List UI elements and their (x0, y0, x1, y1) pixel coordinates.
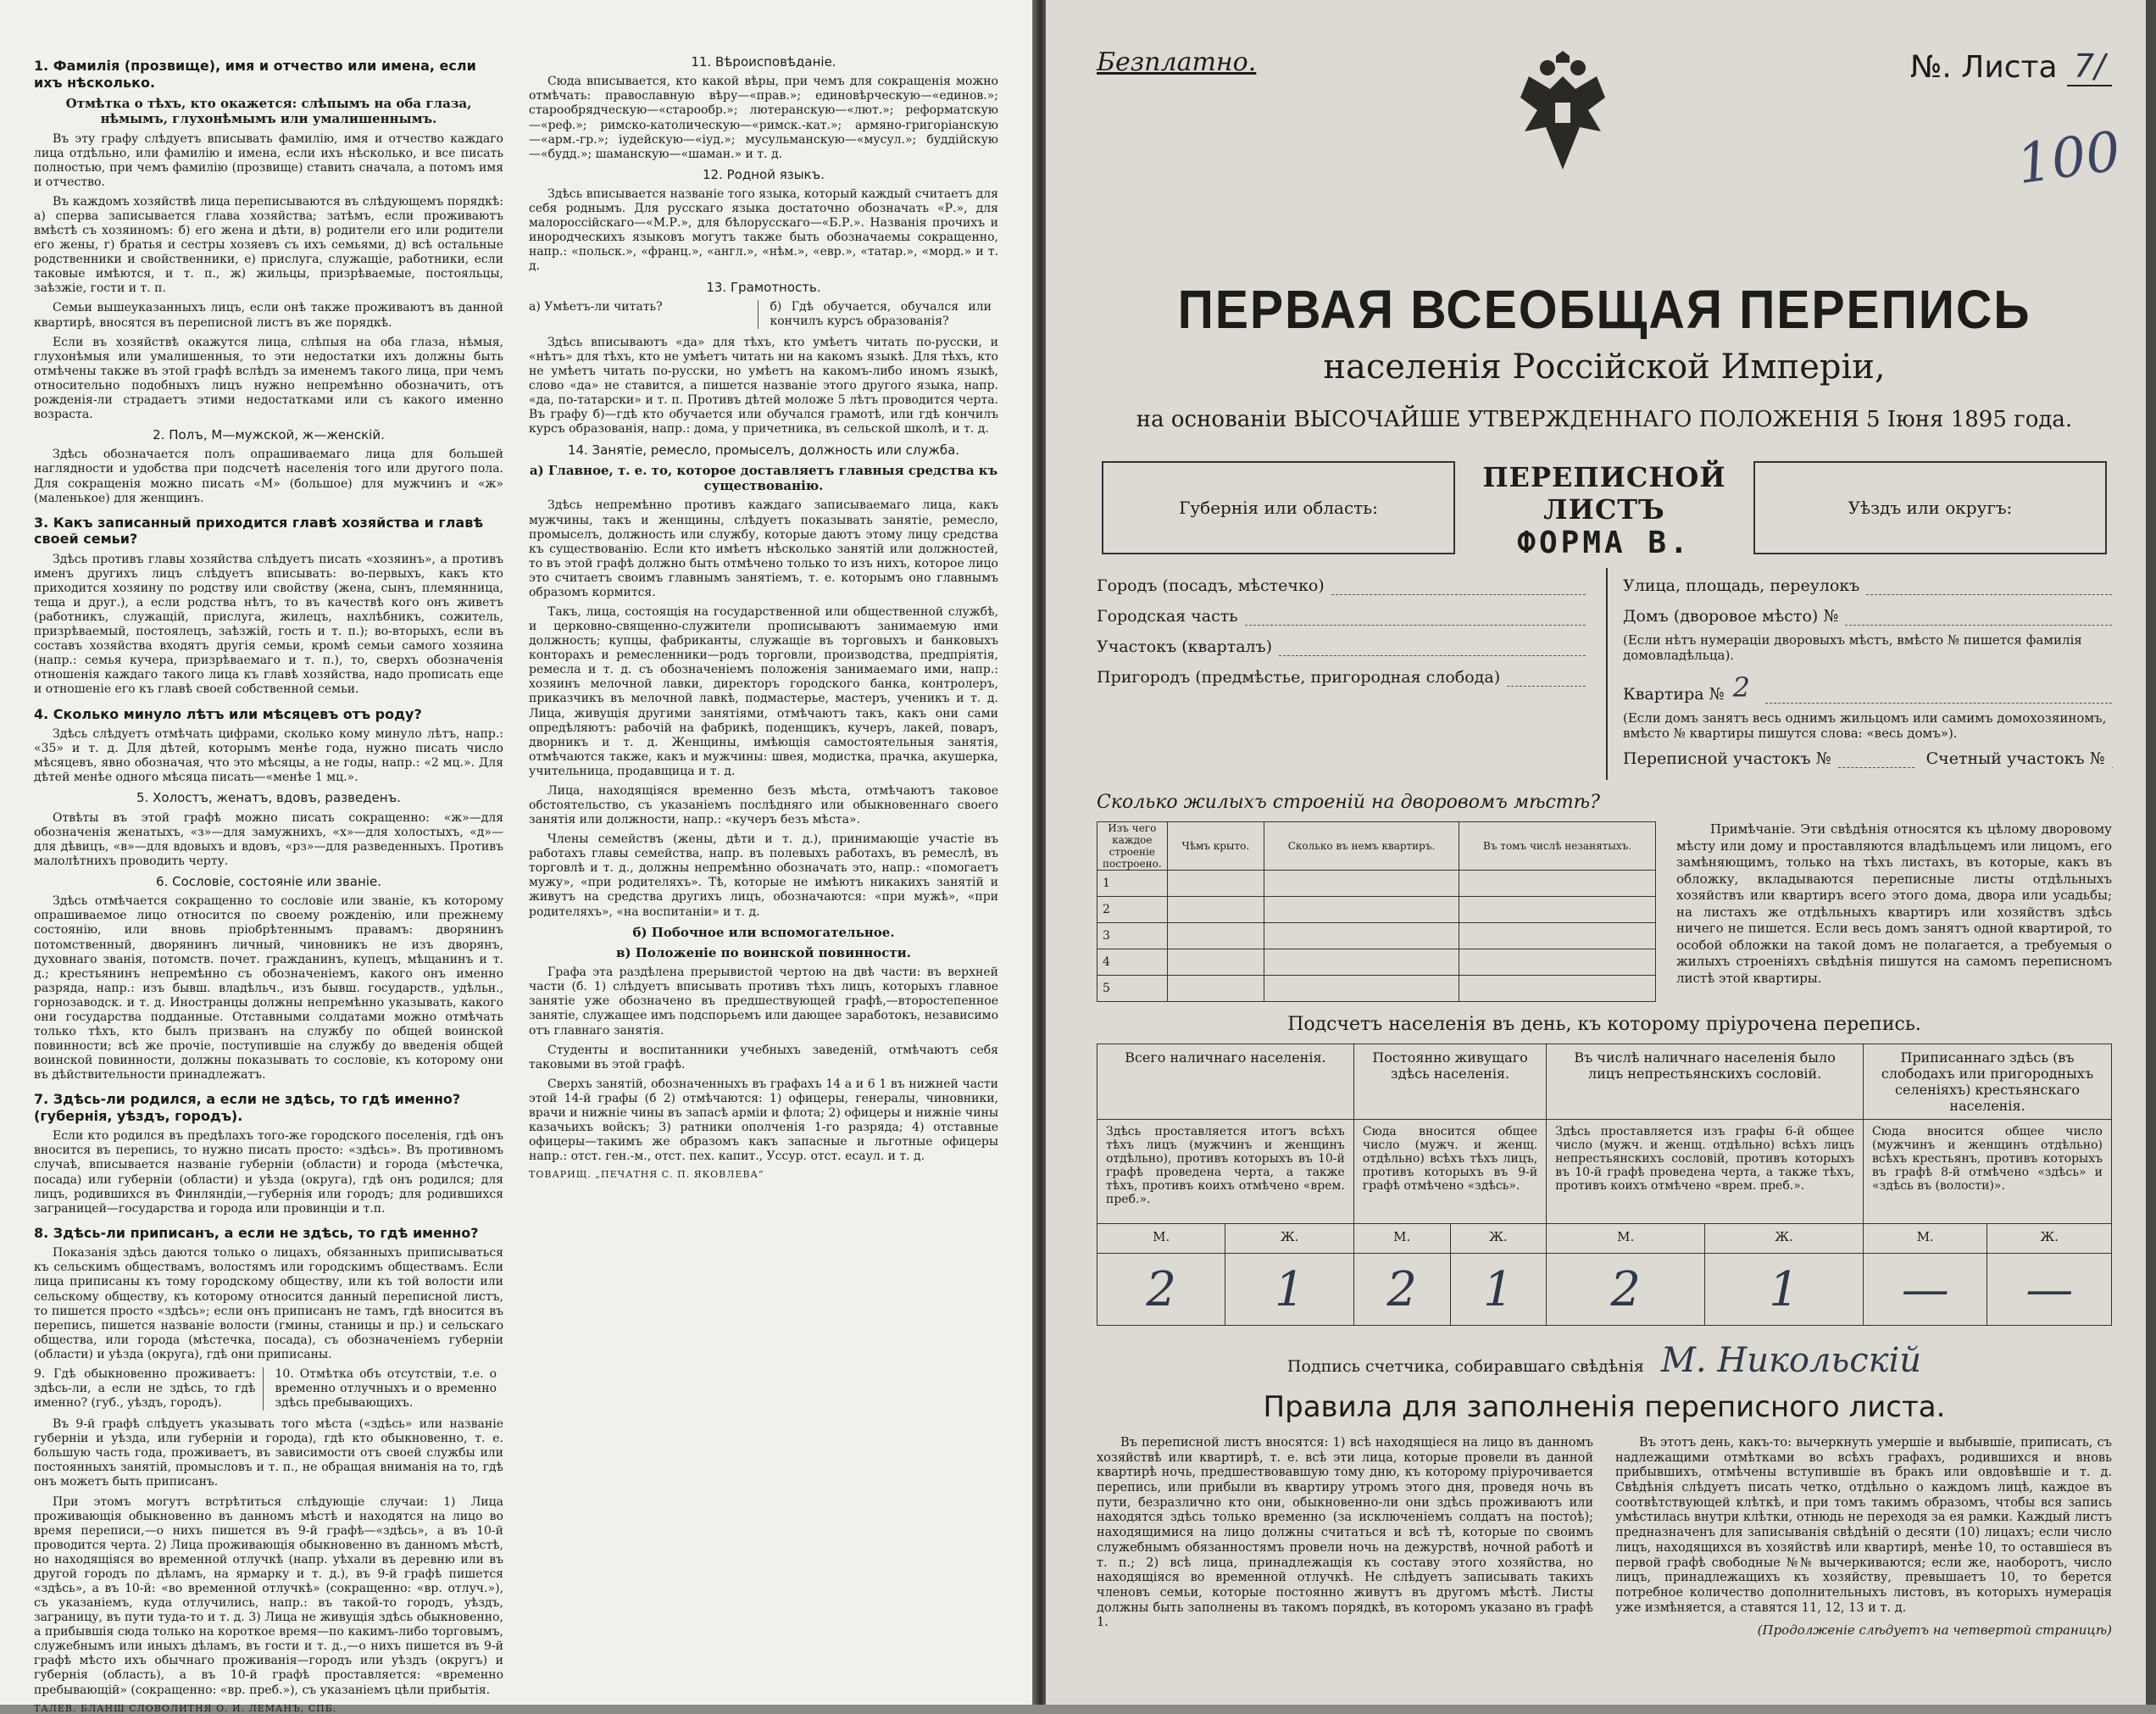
uezd-field: Уѣздъ или округъ: (1753, 461, 2107, 554)
prigorod-label: Пригородъ (предмѣстье, пригородная слобода) (1097, 668, 1501, 687)
city-line (1097, 576, 1586, 595)
prigorod-line (1097, 668, 1586, 687)
house-note: (Если нѣтъ нумераціи дворовыхъ мѣстъ, вмѣсто № пишется фамилія домовладѣльца). (1623, 632, 2082, 663)
section-3-title: 3. Какъ записанный приходится главѣ хозяйства и главѣ своей семьи? (34, 514, 484, 548)
paragraph: Здѣсь слѣдуетъ отмѣчать цифрами, сколько кому минуло лѣтъ, напр.: «35» и т. д. Для дѣтей, которымъ менѣе года, нужно писать число мѣсяцевъ, явно обозначая, что это мѣсяцы, а не годы, напр.: «2 мц.». Для дѣтей менѣе одного мѣсяца писать—«менѣе 1 мц.». (34, 727, 503, 785)
population-count-table (1097, 1043, 2112, 1326)
paragraph: Студенты и воспитанники учебныхъ заведеній, отмѣчаютъ себя таковыми въ этой графѣ. (529, 1043, 998, 1071)
flat-line (1623, 671, 2112, 704)
uchastok-label: Участокъ (кварталъ) (1097, 637, 1273, 656)
section-8-title: 8. Здѣсь-ли приписанъ, а если не здѣсь, то гдѣ именно? (34, 1224, 479, 1241)
uchastki-line (1623, 749, 2112, 768)
form-title: ПЕРЕПИСНОЙ ЛИСТЪ (1482, 461, 1726, 526)
note-text: Эти свѣдѣнія относятся къ цѣлому дворовому мѣсту или дому и проставляются владѣльцемъ или лицомъ, его замѣняющимъ, только на тѣхъ листахъ, въ которые, какъ въ обложку, вкладываются переписные листы отдѣльныхъ хозяйствъ или квартиръ всего этого дома, двора или усадьбы; на листахъ же отдѣльныхъ квартиръ или хозяйствъ здѣсь ничего не пишется. Если весь домъ занятъ одной квартирой, то особой обложки на такой домъ не полагается, а требуемыя о жилыхъ строеніяхъ свѣдѣнія пишутся на самомъ переписномъ листѣ этой квартиры. (1676, 821, 2112, 986)
count-value: — (1864, 1254, 1987, 1326)
table-row (1097, 923, 1656, 949)
double-headed-eagle-emblem-icon (1503, 51, 1622, 178)
form-header-row (1097, 461, 2112, 560)
section-13a: а) Умѣетъ-ли читать? (529, 300, 758, 329)
row-number: 1 (1097, 871, 1168, 897)
table-row (1097, 1224, 2112, 1254)
column-description: Здѣсь проставляется итогъ всѣхъ тѣхъ лицъ (мужчинъ и женщинъ отдѣльно), противъ которыхъ въ 10-й графѣ проведена черта, а также тѣхъ, противъ коихъ отмѣчено «врем. преб.». (1097, 1120, 1354, 1224)
handwritten-margin-note: 100 (2013, 120, 2125, 198)
sex-label: Ж. (1987, 1224, 2112, 1254)
section-14c: в) Положеніе по воинской повинности. (616, 944, 911, 960)
paragraph: Лица, находящіяся временно безъ мѣста, отмѣчаютъ таковое обстоятельство, съ указаніемъ послѣдняго или обыкновеннаго своего занятія или должности, напр.: «кучеръ безъ мѣста». (529, 783, 998, 827)
column-header: Въ томъ числѣ незанятыхъ. (1459, 822, 1656, 871)
sheet-number (1910, 47, 2112, 85)
row-number: 4 (1097, 949, 1168, 976)
section-6-title: 6. Сословіе, состояніе или званіе. (156, 873, 381, 889)
count-value: 1 (1705, 1254, 1864, 1326)
paragraph: Отвѣты въ этой графѣ можно писать сокращенно: «ж»—для обозначенія женатыхъ, «з»—для замужнихъ, «х»—для холостыхъ, «д»—для дѣвицъ, «в»—для вдовыхъ и вдовъ, «рз»—для разведенныхъ. Противъ малолѣтнихъ проводить черту. (34, 810, 503, 868)
note-label: Примѣчаніе. (1710, 821, 1796, 837)
table-row (1097, 1254, 2112, 1326)
paragraph: Здѣсь противъ главы хозяйства слѣдуетъ писать «хозяинъ», а противъ именъ другихъ лицъ слѣдуетъ вписывать: во-первыхъ, какъ кто приходится хозяину по родству или свойству (жена, сынъ, племянница, теща и друг.), а если родства нѣтъ, то въ качествѣ кого онъ живетъ (работникъ, служащій, прислуга, жилецъ, нахлѣбникъ, сожитель, призрѣваемый, постоялецъ, заѣзжій, гость и т. п.); во-вторыхъ, если въ составъ хозяйства входятъ другія семьи, кромѣ семьи самого хозяина (напр.: семья кучера, призрѣваемаго и т. п.), то, сверхъ обозначенія отношенія каждаго такого лица къ главѣ хозяйства, надо прописать еще и отношеніе его къ главѣ своей собственной семьи. (34, 552, 503, 697)
form-name (1460, 461, 1748, 560)
section-1-title: 1. Фамилія (прозвище), имя и отчество или имена, если ихъ нѣсколько. (34, 58, 476, 91)
city-part-line (1097, 607, 1586, 626)
section-1-subtitle: Отмѣтка о тѣхъ, кто окажется: слѣпымъ на оба глаза, нѣмымъ, глухонѣмымъ или умалишеннымъ. (65, 96, 472, 127)
page-fold (1032, 0, 1046, 1705)
row-number: 3 (1097, 923, 1168, 949)
sex-label: Ж. (1225, 1224, 1353, 1254)
yard-section (1097, 821, 2112, 1002)
row-number: 5 (1097, 976, 1168, 1002)
column-header: Сколько въ немъ квартиръ. (1264, 822, 1459, 871)
buildings-table (1097, 821, 1656, 1002)
signature-label: Подпись счетчика, собиравшаго свѣдѣнія (1286, 1357, 1644, 1376)
column-header: Чѣмъ крыто. (1167, 822, 1264, 871)
rules-title: Правила для заполненія переписного листа. (1263, 1390, 1946, 1424)
street-line (1623, 576, 2112, 595)
section-14b: б) Побочное или вспомогательное. (632, 924, 895, 940)
paragraph: Сверхъ занятій, обозначенныхъ въ графахъ 14 а и 6 1 въ нижней части этой 14-й графы (б 2) отмѣчаются: 1) офицеры, генералы, чиновники, врачи и нижніе чины въ запасѣ арміи и флота; 2) офицеры и нижніе чины казачьихъ войскъ; 3) ратники ополченія 1-го разряда; 4) отставные офицеры—такимъ же образомъ какъ запасные и льготные офицеры напр.: отст. ген.-м., отст. пех. капит., Уссур. отст. есаул. и т. д. (529, 1077, 998, 1164)
section-5-title: 5. Холостъ, женатъ, вдовъ, разведенъ. (136, 790, 401, 806)
city-part-label: Городская часть (1097, 607, 1238, 626)
column-header: Всего наличнаго населенія. (1097, 1044, 1354, 1120)
street-label: Улица, площадь, переулокъ (1623, 576, 1860, 595)
paragraph: Въ эту графу слѣдуетъ вписывать фамилію, имя и отчество каждаго лица отдѣльно, или фамилію и имена, если ихъ нѣсколько, и все писать полностью, при чемъ фамилію (прозвище) ставить сначала, а потомъ имя и отчество. (34, 131, 503, 189)
count-value: 2 (1353, 1254, 1450, 1326)
population-count-title: Подсчетъ населенія въ день, къ которому пріурочена перепись. (1287, 1014, 1921, 1035)
paragraph: Здѣсь вписываютъ «да» для тѣхъ, кто умѣетъ читать по-русски, и «нѣтъ» для тѣхъ, кто не умѣетъ читать ни на какомъ языкѣ. Для тѣхъ, кто не умѣетъ читать по-русски, но умѣетъ на какомъ-либо иномъ языкѣ, слово «да» не ставится, а пишется названіе этого другого языка, напр. «да, по-татарски» и т. п. Противъ дѣтей моложе 5 лѣтъ проводится черта. Въ графу б)—гдѣ кто обучается или обучался грамотѣ, или гдѣ кончилъ курсъ образованія, напр.: дома, у причетника, въ сельской школѣ, и т. д. (529, 335, 998, 437)
paragraph: Показанія здѣсь даются только о лицахъ, обязанныхъ приписываться къ сельскимъ обществамъ, волостямъ или городскимъ обществамъ. Если лица приписаны къ тому городскому обществу, или къ той волости или сельскому обществу, къ которому относится данный переписной листъ, то пишется просто «здѣсь»; если онъ приписанъ не тамъ, гдѣ вносится въ перепись, пишется названіе волости (гмины, станицы и пр.) и сельскаго общества, или города (мѣстечка, посада), съ обозначеніемъ губерніи (области) и уѣзда (округа), гдѣ они приписаны. (34, 1246, 503, 1361)
section-2-title: 2. Полъ, М—мужской, ж—женскій. (153, 427, 385, 443)
table-header-row (1097, 1044, 2112, 1120)
paragraph: Здѣсь отмѣчается сокращенно то сословіе или званіе, къ которому опрашиваемое лицо относится по своему рожденію, или прежнему состоянію, или вновь пріобрѣтеннымъ правамъ: дворянинъ потомственный, дворянинъ личный, чиновникъ не изъ дворянъ, духовнаго званія, потомств. почет. гражданинъ, купецъ, мѣщанинъ и т. д.; крестьянинъ непремѣнно съ обозначеніемъ, какого онъ именно разряда, напр.: изъ бывш. владѣльч., изъ бывш. государств., удѣльн., горнозаводск. и т. д. Иностранцы должны непремѣнно указывать, какого они государства подданные. Отставными солдатами можно отмѣчать только тѣхъ, кто былъ призванъ на службу по общей воинской повинности; всѣ же прочіе, поступившіе на службу до введенія общей воинской повинности, должны показывать то сословіе, къ которому они въ дѣйствительности принадлежатъ. (34, 894, 503, 1082)
sex-label: Ж. (1450, 1224, 1547, 1254)
table-row (1097, 976, 1656, 1002)
census-title: ПЕРВАЯ ВСЕОБЩАЯ ПЕРЕПИСЬ (1177, 279, 2031, 340)
sex-label: М. (1547, 1224, 1705, 1254)
count-uchastok-label: Счетный участокъ № (1925, 749, 2105, 768)
paragraph: Въ каждомъ хозяйствѣ лица переписываются въ слѣдующемъ порядкѣ: а) сперва записывается глава хозяйства; затѣмъ, если проживаютъ вмѣстѣ съ хозяиномъ: б) его жена и дѣти, в) родители его или родители его жены, г) братья и сестры хозяевъ съ ихъ семьями, д) всѣ остальные родственники и свойственники, е) прислуга, служащіе, работники, если таковые имѣются, и т. п., ж) жильцы, призрѣваемые, постояльцы, заѣзжіе, гости и т. п. (34, 194, 503, 296)
instructions-column-2 (529, 49, 998, 1679)
legal-basis: на основаніи ВЫСОЧАЙШЕ УТВЕРЖДЕННАГО ПОЛОЖЕНІЯ 5 Іюня 1895 года. (1136, 407, 2073, 432)
column-header: Въ числѣ наличнаго населенія было лицъ непрестьянскихъ сословій. (1547, 1044, 1864, 1120)
column-description: Здѣсь проставляется изъ графы 6-й общее число (мужч. и женщ. отдѣльно) всѣхъ лицъ непрестьянскихъ сословій, противъ которыхъ въ 10-й графѣ проведена черта, а также тѣхъ, противъ коихъ отмѣчено «врем. преб.». (1547, 1120, 1864, 1224)
section-7-title: 7. Здѣсь-ли родился, а если не здѣсь, то гдѣ именно? (губернія, уѣздъ, городъ). (34, 1091, 461, 1124)
enumerator-signature (1097, 1341, 2112, 1380)
form-letter: ФОРМА В. (1517, 526, 1692, 560)
city-label: Городъ (посадъ, мѣстечко) (1097, 576, 1325, 595)
printer-imprint: ТОВАРИЩ. „ПЕЧАТНЯ С. П. ЯКОВЛЕВА“ (529, 1169, 764, 1181)
yard-note (1676, 821, 2112, 1002)
rules-right-text: Въ этотъ день, какъ-то: вычеркнуть умершіе и выбывшіе, приписать, съ надлежащими отмѣтками во всѣхъ графахъ, родившихся и вновь прибывшихъ, отмѣчены вступившіе въ бракъ или овдовѣвшіе и т. д. Свѣдѣнія слѣдуетъ писать четко, отдѣльно о каждомъ лицѣ, каждое въ соотвѣтствующей клѣткѣ, и при томъ такимъ образомъ, чтобы вся запись умѣстилась внутри клѣтки, отнюдь не переходя за ея рамки. Каждый листъ предназначенъ для записыванія свѣдѣній о десяти (10) лицахъ; если число лицъ, находящихся въ хозяйствѣ или квартирѣ, менѣе 10, то оставшіеся въ первой графѣ свободные №№ вычеркиваются; если же, наоборотъ, число лицъ, принадлежащихъ къ хозяйству, превышаетъ 10, то берется потребное количество дополнительныхъ листовъ, въ которыхъ нумерація уже измѣняется, а ставятся 11, 12, 13 и т. д. (1615, 1436, 2112, 1615)
flat-value: 2 (1732, 671, 1750, 704)
house-line (1623, 607, 2112, 626)
sections-9-10-header (34, 1367, 503, 1411)
continuation-note: (Продолженіе слѣдуетъ на четвертой страницѣ) (1757, 1622, 2112, 1639)
paragraph: При этомъ могутъ встрѣтиться слѣдующіе случаи: 1) Лица проживающія обыкновенно въ данномъ мѣстѣ и находятся на лицо во время переписи,—о нихъ пишется въ 9-й графѣ—«здѣсь», а въ 10-й проводится черта. 2) Лица проживающія обыкновенно въ данномъ мѣстѣ, но находящіяся во временной отлучкѣ (напр. уѣхали въ деревню или въ другой городъ по дѣламъ, на ярмарку и т. д.), въ 9-й графѣ пишется «здѣсь», а въ 10-й: «во временной отлучкѣ» (сокращенно: «вр. отлуч.»), съ указаніемъ, куда отлучились, напр.: въ такой-то городъ, уѣздъ, заграницу, въ пути туда-то и т. д. 3) Лица не живущія здѣсь обыкновенно, а прибывшія сюда только на короткое время—по какимъ-либо торговымъ, служебнымъ или иныхъ дѣламъ, въ гости и т. д.,—о нихъ пишется въ 9-й графѣ мѣсто ихъ обычнаго проживанія—городъ или уѣздъ (округъ) и губернія (область), а въ 10-й графѣ проставляется: «временно пребывающій» (сокращенно: «вр. преб.»), съ указаніемъ цѣли прибытія. (34, 1494, 503, 1697)
count-value: 2 (1547, 1254, 1705, 1326)
count-value: 1 (1450, 1254, 1547, 1326)
paragraph: Члены семействъ (жены, дѣти и т. д.), принимающіе участіе въ работахъ главы семейства, напр. въ полевыхъ работахъ, въ ремеслѣ, въ торговлѣ и т. д., должны непремѣнно обозначать это, напр.: «помогаетъ мужу», «при родителяхъ». Тѣ, которые не имѣютъ никакихъ занятій и живутъ на средства другихъ лицъ, обозначаются: «при мужѣ», «при родителяхъ», «на воспитаніи» и т. д. (529, 832, 998, 919)
section-9-title: 9. Гдѣ обыкновенно проживаетъ: здѣсь-ли, а если не здѣсь, то гдѣ именно? (губ., уѣздъ, городъ). (34, 1367, 264, 1411)
free-label: Безплатно. (1097, 47, 1257, 77)
sex-label: М. (1097, 1224, 1225, 1254)
address-block (1097, 568, 2112, 780)
printer-imprint: ТАЛЕВ. БЛАНШ СЛОВОЛИТНЯ О. И. ЛЕМАНЪ, СПБ. (34, 1702, 337, 1714)
column-header: Изъ чего каждое строеніе построено. (1097, 822, 1168, 871)
table-row (1097, 1120, 2112, 1224)
instructions-column-1 (34, 49, 503, 1714)
signature-value: М. Никольскій (1660, 1341, 1922, 1380)
table-row (1097, 949, 1656, 976)
paragraph: Такъ, лица, состоящія на государственной или общественной службѣ, и церковно-священно-служители прописываютъ занимаемую ими должность; купцы, фабриканты, служащіе въ торговыхъ и банковыхъ конторахъ и ремесленники—родъ торговли, производства, предпріятія, ремесла и т. д. съ обозначеніемъ положенія занимаемаго ими, напр.: хозяинъ мелочной лавки, директоръ городского банка, контролеръ, приказчикъ въ мелочной лавкѣ, подмастерье, мастеръ, ученикъ и т. д. Лица, живущія другими занятіями, отмѣчаютъ такъ, какъ они сами опредѣляютъ: рабочій на фабрикѣ, поденщикъ, кучеръ, лакей, поваръ, дворникъ и т. д. Женщины, имѣющія самостоятельныя занятія, отмѣчаются также, какъ и мужчины: швея, модистка, прачка, акушерка, учительница, продавщица и т. д. (529, 604, 998, 778)
section-12-title: 12. Родной языкъ. (703, 166, 825, 182)
book-edge (2146, 0, 2156, 1705)
paragraph: Если въ хозяйствѣ окажутся лица, слѣпыя на оба глаза, нѣмыя, глухонѣмыя или умалишенныя, то эти недостатки ихъ должны быть отмѣчены также въ этой графѣ вслѣдъ за именемъ такого лица, при чемъ относительно подобныхъ лицъ нужно непремѣнно обозначить, отъ рожденія-ли страдаетъ этими недостатками или съ какого именно возраста. (34, 335, 503, 422)
column-description: Сюда вносится общее число (мужчинъ и женщинъ отдѣльно) всѣхъ крестьянъ, противъ которыхъ въ графѣ 8-й отмѣчено «здѣсь» и «здѣсь въ (волости)». (1864, 1120, 2112, 1224)
right-page-census-form (1046, 0, 2146, 1705)
flat-note: (Если домъ занятъ весь однимъ жильцомъ или самимъ домохозяиномъ, вмѣсто № квартиры пишутся слова: «весь домъ»). (1623, 710, 2107, 741)
section-11-title: 11. Вѣроисповѣданіе. (691, 54, 836, 70)
rules-text (1097, 1436, 2112, 1639)
section-14-title: 14. Занятіе, ремесло, промыселъ, должность или служба. (567, 442, 960, 458)
guberniya-field: Губернія или область: (1102, 461, 1455, 554)
rules-left: Въ переписной листъ вносятся: 1) всѣ находящіеся на лицо въ данномъ хозяйствѣ или квартирѣ, т. е. всѣ эти лица, которые провели въ данной квартирѣ ночь, предшествовавшую тому дню, къ которому пріурочивается перепись, или прибыли въ квартиру утромъ этого дня, проведя ночь въ пути, безразлично кто они, обыкновенно-ли они здѣсь проживаютъ или находятся здѣсь только временно (за исключеніемъ солдатъ на постоѣ); находящимися на лицо должны считаться и всѣ тѣ, которые по своимъ служебнымъ обязанностямъ провели ночь на дежурствѣ, ночной работѣ и т. п.; 2) всѣ лица, принадлежащія къ составу этого хозяйства, но находящіяся во временной отлучкѣ. Не слѣдуетъ записывать такихъ членовъ семьи, которые постоянно живутъ въ другомъ мѣстѣ. Листы должны быть заполнены въ такомъ порядкѣ, въ которомъ указано въ графѣ 1. (1097, 1436, 1593, 1630)
sex-label: М. (1353, 1224, 1450, 1254)
sheet-number-label: №. Листа (1909, 50, 2058, 85)
row-number: 2 (1097, 897, 1168, 923)
section-14a: а) Главное, т. е. то, которое доставляетъ главныя средства къ существованію. (529, 462, 998, 494)
paragraph: Здѣсь непремѣнно противъ каждаго записываемаго лица, какъ мужчины, такъ и женщины, слѣдуетъ показывать занятіе, ремесло, промыселъ, должность или службу, которые даютъ этому лицу средства къ существованію. Если кто имѣетъ нѣсколько занятій или должностей, то въ этой графѣ должно быть отмѣчено только то изъ нихъ, которое лицо это считаетъ своимъ главнымъ занятіемъ, т. е. которымъ оно главнымъ образомъ кормится. (529, 498, 998, 599)
paragraph: Семьи вышеуказанныхъ лицъ, если онѣ также проживаютъ въ данной квартирѣ, вносятся въ переписной листъ въ же порядкѣ. (34, 301, 503, 330)
column-header: Постоянно живущаго здѣсь населенія. (1353, 1044, 1546, 1120)
house-label: Домъ (дворовое мѣсто) № (1623, 607, 1839, 626)
count-value: 1 (1225, 1254, 1353, 1326)
table-row (1097, 871, 1656, 897)
left-page-instructions (0, 0, 1032, 1714)
rules-right (1615, 1436, 2112, 1639)
sex-label: Ж. (1705, 1224, 1864, 1254)
sex-label: М. (1864, 1224, 1987, 1254)
address-left (1097, 568, 1586, 780)
yard-question: Сколько жилыхъ строеній на дворовомъ мѣстѣ? (1097, 792, 1600, 813)
section-4-title: 4. Сколько минуло лѣтъ или мѣсяцевъ отъ роду? (34, 705, 422, 722)
census-uchastok-label: Переписной участокъ № (1623, 749, 1831, 768)
section-13-title: 13. Грамотность. (706, 279, 821, 295)
table-row (1097, 897, 1656, 923)
census-subtitle: населенія Россійской Имперіи, (1323, 348, 1886, 387)
column-description: Сюда вносится общее число (мужч. и женщ. отдѣльно) всѣхъ тѣхъ лицъ, противъ которыхъ въ 9-й графѣ отмѣчено «здѣсь». (1353, 1120, 1546, 1224)
paragraph: Здѣсь вписывается названіе того языка, который каждый считаетъ для себя роднымъ. Для русскаго языка достаточно обозначать «Р.», для малороссійскаго—«М.Р.», для бѣлорусскаго—«Б.Р.». Названія прочихъ и инородческихъ языковъ могутъ также быть обозначаемы сокращенно, напр.: «польск.», «франц.», «англ.», «нѣм.», «евр.», «татар.», «морд.» и т. д. (529, 187, 998, 274)
address-right (1606, 568, 2112, 780)
section-13b: б) Гдѣ обучается, обучался или кончилъ курсъ образованія? (770, 299, 992, 328)
uchastok-line (1097, 637, 1586, 656)
flat-label: Квартира № (1623, 685, 1725, 704)
table-header-row (1097, 822, 1656, 871)
paragraph: Графа эта раздѣлена прерывистой чертою на двѣ части: въ верхней части (б. 1) слѣдуетъ вписывать противъ тѣхъ лицъ, которыхъ главное занятіе уже обозначено въ предшествующей графѣ,—второстепенное занятіе, служащее имъ подспорьемъ или дающее заработокъ, независимо отъ главнаго занятія. (529, 966, 998, 1038)
paragraph: Въ 9-й графѣ слѣдуетъ указывать того мѣста («здѣсь» или названіе губерніи и уѣзда, или губерніи и города), гдѣ кто обыкновенно, т. е. большую часть года, проживаетъ, въ зависимости отъ своей службы или постоянныхъ занятій, промысловъ и т. п., не обращая вниманія на то, гдѣ онъ можетъ быть приписанъ. (34, 1417, 503, 1489)
count-value: — (1987, 1254, 2112, 1326)
sheet-number-value: 7/ (2067, 47, 2112, 86)
paragraph: Здѣсь обозначается полъ опрашиваемаго лица для большей наглядности и удобства при подсчетѣ населенія того или другого пола. Для сокращенія можно писать «М» (большое) для мужчинъ и «ж» (маленькое) для женщинъ. (34, 448, 503, 505)
column-header: Приписаннаго здѣсь (въ слободахъ или пригородныхъ селеніяхъ) крестьянскаго населенія. (1864, 1044, 2112, 1120)
count-value: 2 (1097, 1254, 1225, 1326)
paragraph: Сюда вписывается, кто какой вѣры, при чемъ для сокращенія можно отмѣчать: православную вѣру—«прав.»; единовѣрческую—«единов.»; старообрядческую—«старообр.»; лютеранскую—«лют.»; реформатскую—«реф.»; римско-католическую—«римск.-кат.»; армяно-григоріанскую—«арм.-гр.»; іудейскую—«іуд.»; мусульманскую—«мусул.»; буддійскую—«будд.»; шаманскую—«шаман.» и т. д. (529, 75, 998, 161)
section-13-subheaders (529, 300, 998, 329)
section-10-title: 10. Отмѣтка объ отсутствіи, т.е. о временно отлучныхъ и о временно здѣсь пребывающихъ. (275, 1366, 497, 1411)
paragraph: Если кто родился въ предѣлахъ того-же городского поселенія, гдѣ онъ вносится въ перепись, то нужно писать просто: «здѣсь». Въ противномъ случаѣ, вписывается названіе губерніи (области) и города (мѣстечка, посада) или губерніи (области) и уѣзда (округа), гдѣ онъ родился; для лицъ, родившихся въ Финляндіи,—губернія или городъ; для родившихся заграницей—государства и города или провинціи и т.п. (34, 1129, 503, 1216)
